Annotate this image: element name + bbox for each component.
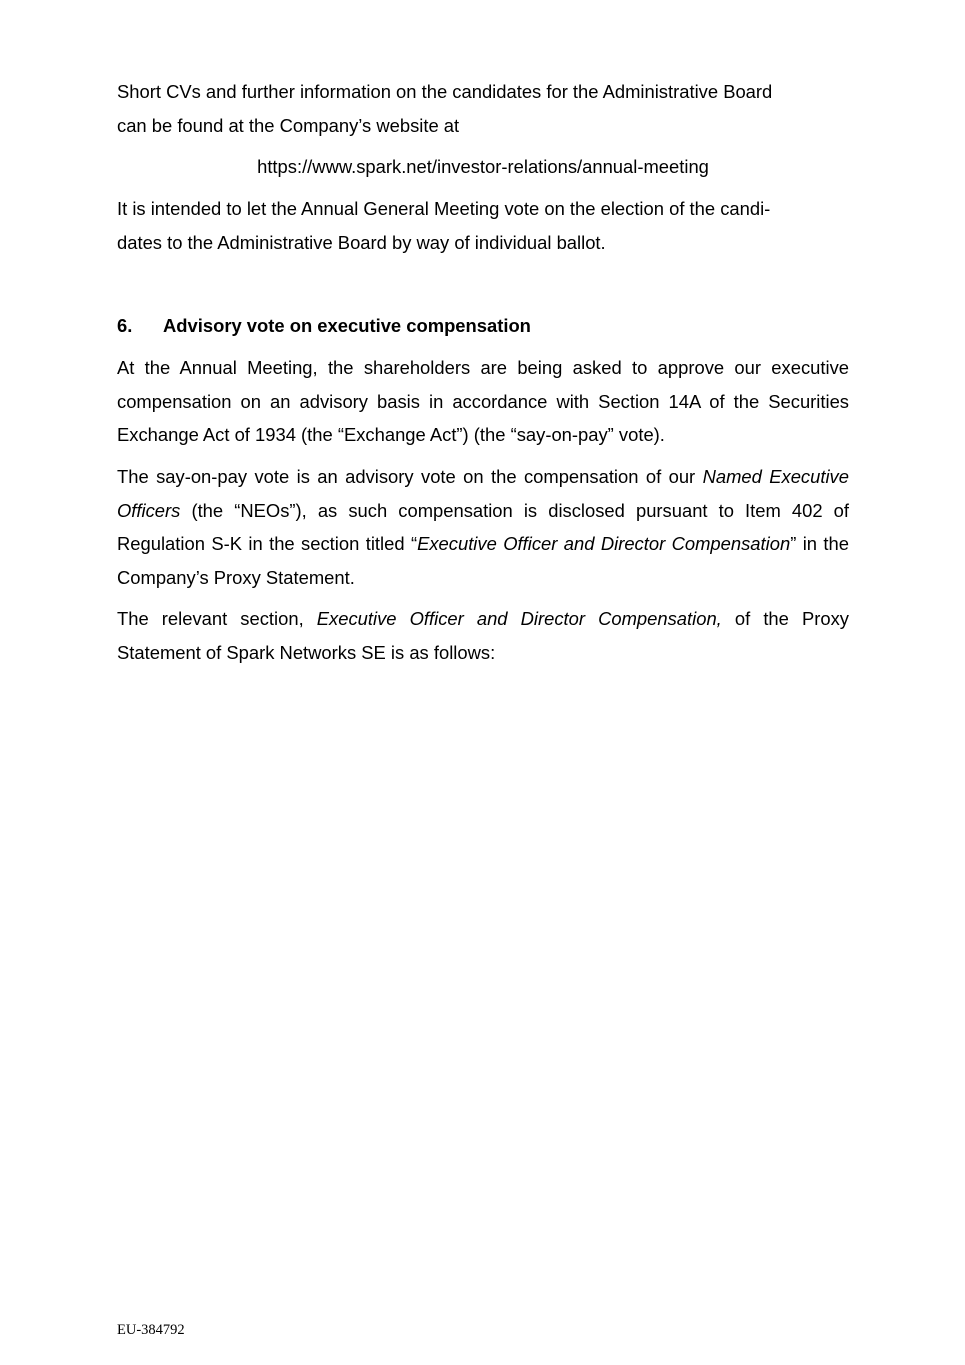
- say-on-pay-italic-2: Executive Officer and Director Compensation: [417, 533, 791, 554]
- relevant-italic-1: Executive Officer and Director Compensation,: [316, 608, 722, 629]
- section-heading: [117, 309, 849, 343]
- ballot-paragraph: [117, 192, 849, 259]
- document-page: [117, 0, 849, 1365]
- cv-paragraph: [117, 75, 849, 142]
- ballot-line-1: It is intended to let the Annual General Meeting vote on the election of the candi-: [117, 198, 771, 219]
- say-on-pay-text-1: The say-on-pay vote is an advisory vote on the compensation of our: [117, 466, 703, 487]
- section-number: 6.: [117, 315, 133, 336]
- say-on-pay-paragraph: [117, 460, 849, 594]
- say-on-pay-italic-1: Named Executive Officers: [117, 466, 849, 521]
- section-title: Advisory vote on executive compensation: [163, 315, 531, 336]
- annual-meeting-paragraph: At the Annual Meeting, the shareholders are being asked to approve our executive compensation on an advisory basis in accordance with Section 14A of the Securities Exchange Act of 1934 (the “Exchange Act”) (the “say-on-pay” vote).: [117, 357, 849, 445]
- say-on-pay-text-3: ” in the Company’s Proxy Statement.: [117, 533, 849, 588]
- footer-code: EU-384792: [117, 1322, 185, 1338]
- ballot-line-2: dates to the Administrative Board by way of individual ballot.: [117, 231, 606, 253]
- say-on-pay-text-2: (the “NEOs”), as such compensation is disclosed pursuant to Item 402 of Regulation S-K in the section titled “: [117, 499, 849, 554]
- cv-line-1: Short CVs and further information on the candidates for the Administrative Board: [117, 81, 773, 102]
- website-url: https://www.spark.net/investor-relations/annual-meeting: [257, 156, 709, 177]
- relevant-text-2: of the Proxy Statement of Spark Networks SE is as follows:: [117, 608, 849, 663]
- cv-line-2: can be found at the Company’s website at: [117, 114, 460, 136]
- relevant-text-1: The relevant section,: [117, 608, 317, 629]
- relevant-section-paragraph: [117, 602, 849, 669]
